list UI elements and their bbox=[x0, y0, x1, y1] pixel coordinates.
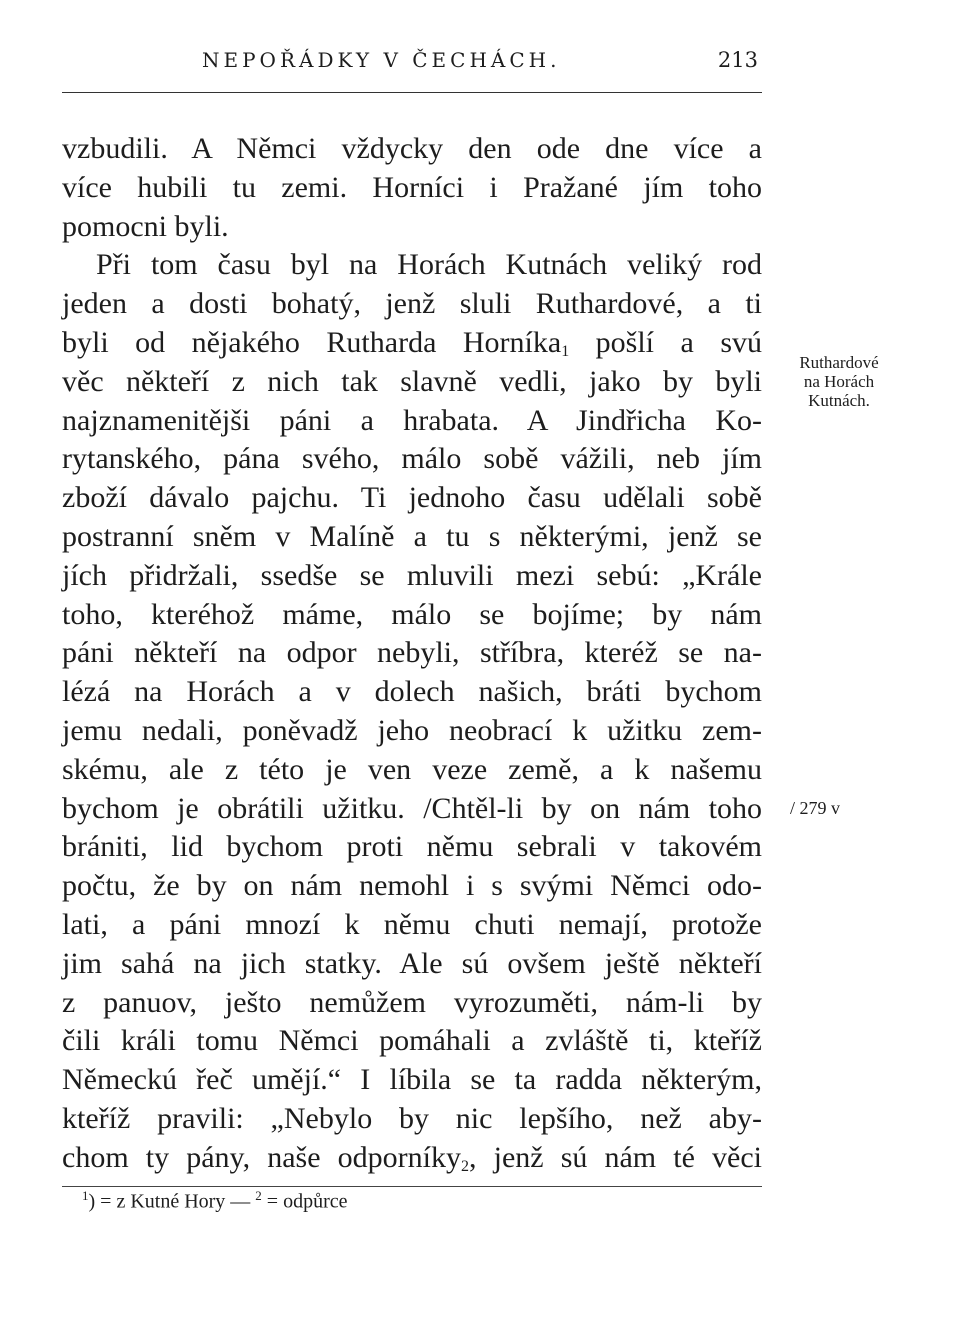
text-line bbox=[62, 324, 762, 363]
text-line: Při tom času byl na Horách Kutnách veliký rod bbox=[96, 248, 762, 282]
text-line: bychom je obrátili užitku. /Chtěl-li by on nám toho bbox=[62, 791, 762, 825]
text-line: kteříž pravili: „Nebylo by nic lepšího, než aby- bbox=[62, 1101, 762, 1135]
header-rule bbox=[62, 92, 762, 93]
text-line: jeden a dosti bohatý, jenž sluli Ruthardové, a ti bbox=[62, 287, 762, 321]
text-line: toho, kteréhož máme, málo se bojíme; by nám bbox=[62, 597, 762, 631]
text-fragment: pošlí a svú bbox=[569, 325, 762, 359]
running-title: NEPOŘÁDKY V ČECHÁCH. bbox=[202, 48, 561, 72]
text-line: skému, ale z této je ven veze země, a k našemu bbox=[62, 752, 762, 786]
text-line: lati, a páni mnozí k němu chuti nemají, protože bbox=[62, 907, 762, 941]
footnote-ref-2: 2 bbox=[460, 1157, 469, 1175]
text-line: z panuov, ješto nemůžem vyrozuměti, nám-li by bbox=[62, 985, 762, 1019]
footnote-marker: 2 bbox=[255, 1188, 262, 1203]
text-line: Německú řeč umějí.“ I líbila se ta radda některým, bbox=[62, 1063, 762, 1097]
text-line: najznamenitějši páni a hrabata. A Jindřicha Ko- bbox=[62, 403, 762, 437]
marginal-note bbox=[764, 353, 914, 410]
text-line: jim sahá na jich statky. Ale sú ovšem ještě někteří bbox=[62, 946, 762, 980]
text-line: jích přidržali, ssedše se mluvili mezi sebú: „Krále bbox=[62, 558, 762, 592]
text-line: více hubili tu zemi. Horníci i Pražané jím toho bbox=[62, 170, 762, 204]
text-line: zboží dávalo pajchu. Ti jednoho času udělali sobě bbox=[62, 481, 762, 515]
text-fragment: , bbox=[468, 1140, 477, 1174]
footnote-marker: 1 bbox=[82, 1188, 89, 1203]
footnote-ref-1: 1 bbox=[561, 342, 570, 360]
manuscript-folio-reference: / 279 v bbox=[790, 798, 841, 818]
marginal-note-line: na Horách bbox=[803, 372, 875, 391]
text-line: brániti, lid bychom proti němu sebrali v takovém bbox=[62, 830, 762, 864]
text-line: počtu, že by on nám nemohl i s svými Němci odo- bbox=[62, 869, 762, 903]
page-header bbox=[62, 46, 762, 86]
text-fragment: chom ty pány, naše odporníky bbox=[62, 1140, 461, 1174]
text-line bbox=[62, 1139, 762, 1178]
text-line: postranní sněm v Malíně a tu s některými, jenž se bbox=[62, 519, 762, 553]
marginal-note-line: Kutnách. bbox=[808, 391, 870, 410]
footnote-text: = odpůrce bbox=[261, 1190, 348, 1213]
footnote-rule bbox=[62, 1186, 762, 1187]
text-line: lézá na Horách a v dolech našich, bráti bychom bbox=[62, 675, 762, 709]
text-line: pomocni byli. bbox=[62, 209, 229, 243]
text-fragment: byli od nějakého Rutharda Horníka bbox=[62, 325, 562, 359]
marginal-note-line: Ruthardové bbox=[799, 353, 879, 372]
text-fragment: jenž sú nám té věci bbox=[493, 1140, 763, 1174]
text-line: rytanského, pána svého, málo sobě vážili, neb jím bbox=[62, 442, 762, 476]
text-line: čili králi tomu Němci pomáhali a zvláště ti, kteříž bbox=[62, 1024, 762, 1058]
main-text bbox=[62, 130, 762, 1178]
footnote-text: ) = z Kutné Hory — bbox=[88, 1190, 256, 1213]
text-line: vzbudili. A Němci vždycky den ode dne více a bbox=[62, 132, 762, 165]
text-line: věc někteří z nich tak slavně vedli, jako by byli bbox=[62, 364, 762, 398]
text-line: páni někteří na odpor nebyli, stříbra, kteréž se na- bbox=[62, 636, 762, 670]
footnotes bbox=[82, 1188, 348, 1214]
text-line: jemu nedali, poněvadž jeho neobrací k užitku zem- bbox=[62, 713, 762, 747]
page-number: 213 bbox=[717, 48, 758, 72]
